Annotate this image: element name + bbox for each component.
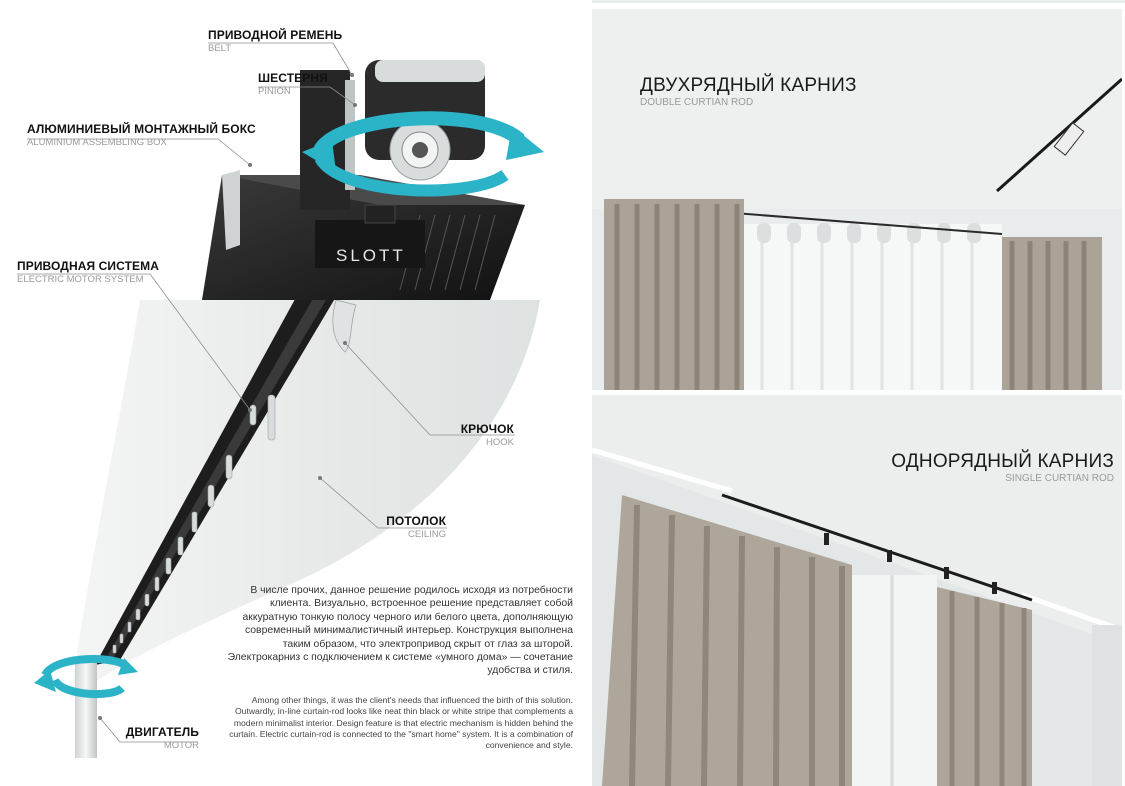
- photo-subtitle-single: SINGLE CURTIAN ROD: [1005, 473, 1114, 484]
- hook-label-ru: КРЮЧОК: [460, 422, 514, 436]
- pinion-label-ru: ШЕСТЕРНЯ: [258, 71, 328, 85]
- photo-double-rod: [592, 9, 1122, 390]
- slott-logo: SLOTT: [336, 246, 406, 265]
- box-label-ru: АЛЮМИНИЕВЫЙ МОНТАЖНЫЙ БОКС: [27, 122, 256, 136]
- pinion-label-en: PINION: [258, 86, 291, 97]
- belt-label-en: BELT: [208, 43, 232, 54]
- callout-motor-system: [17, 260, 159, 285]
- double-rod-photo-art: [592, 9, 1122, 390]
- callout-belt: [208, 29, 342, 54]
- ceiling-label-ru: ПОТОЛОК: [386, 514, 446, 528]
- belt-label-ru: ПРИВОДНОЙ РЕМЕНЬ: [208, 28, 343, 42]
- callout-ceiling: [386, 515, 446, 540]
- callout-box: [27, 123, 256, 148]
- description-ru: В числе прочих, данное решение родилось исходя из потребности клиента. Визуально, встроенное решение представляет собой аккуратную тонкую полосу черного или белого цвета, дополняющую современный минималистичный интерьер. Конструкция выполнена таким образом, что электропривод скрыт от глаз за шторой. Электрокарниз с подключением к системе «умного дома» — сочетание удобства и стиля.: [227, 585, 573, 677]
- photo-single-rod: [592, 395, 1122, 786]
- photo-subtitle-double: DOUBLE CURTIAN ROD: [640, 97, 754, 108]
- photo-title-single: ОДНОРЯДНЫЙ КАРНИЗ: [891, 451, 1114, 472]
- callout-hook: [461, 423, 514, 448]
- motor-label-ru: ДВИГАТЕЛЬ: [125, 725, 199, 739]
- description-en: Among other things, it was the client's needs that influenced the birth of this solution. Outwardly, in-line curtain-rod looks like neat thin black or white stripe that complements a modern minimalist interior. Design feature is that electric mechanism is hidden behind the curtain. Electric curtain-rod is connected to the "smart home" system. It is a combination of convenience and style.: [229, 695, 573, 751]
- motor-label-en: MOTOR: [163, 740, 199, 751]
- hook-label-en: HOOK: [486, 437, 514, 448]
- callout-motor: [126, 726, 199, 751]
- motor-cylinder: [75, 660, 97, 758]
- motor-system-label-ru: ПРИВОДНАЯ СИСТЕМА: [17, 259, 159, 273]
- photo-title-double: ДВУХРЯДНЫЙ КАРНИЗ: [640, 75, 857, 96]
- callout-pinion: [258, 72, 328, 97]
- motor-system-label-en: ELECTRIC MOTOR SYSTEM: [17, 274, 144, 285]
- ceiling-label-en: CEILING: [407, 529, 446, 540]
- box-label-en: ALUMINIUM ASSEMBLING BOX: [27, 137, 167, 148]
